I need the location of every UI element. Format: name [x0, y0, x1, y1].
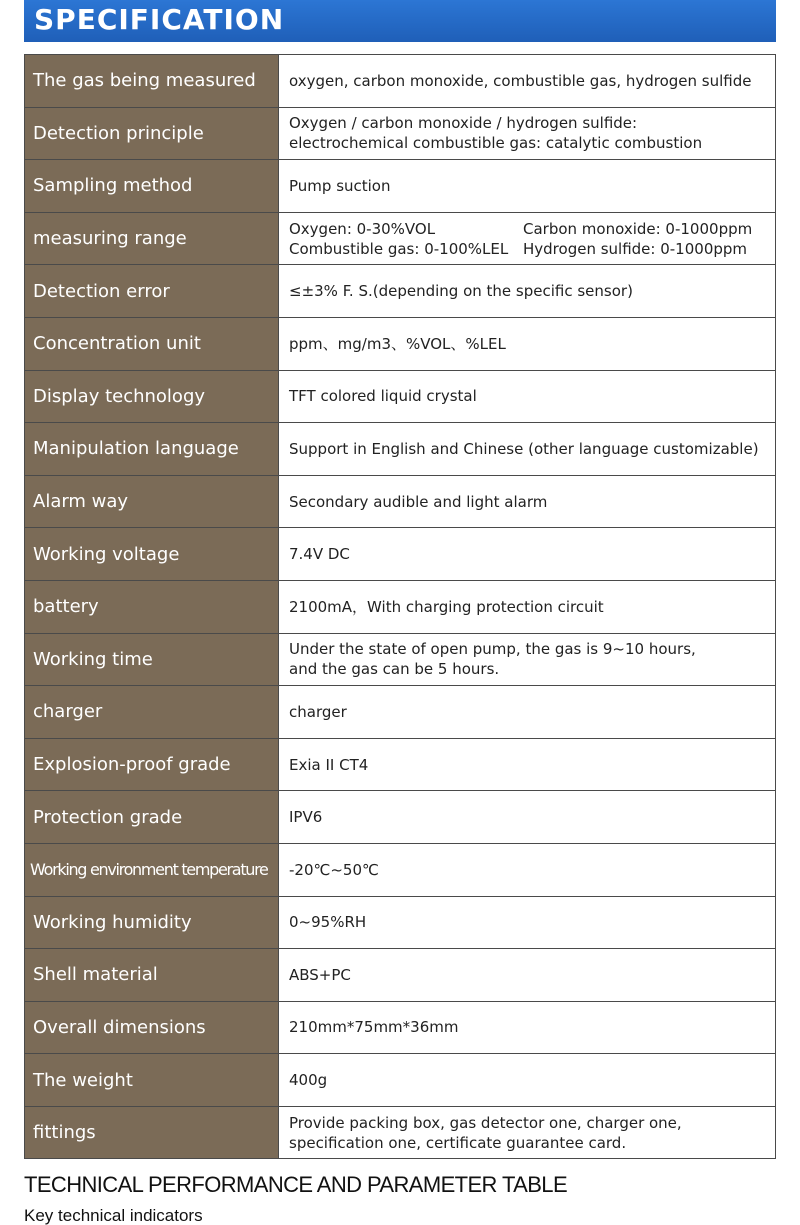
spec-label: Working humidity [25, 896, 279, 949]
spec-label: Explosion-proof grade [25, 738, 279, 791]
spec-label: Manipulation language [25, 423, 279, 476]
spec-value-line: and the gas can be 5 hours. [289, 660, 500, 679]
spec-value [279, 633, 776, 686]
spec-value-line: Exia II CT4 [289, 755, 369, 774]
spec-value [279, 791, 776, 844]
spec-value [279, 686, 776, 739]
spec-value [279, 423, 776, 476]
spec-value-line: ppm、mg/m3、%VOL、%LEL [289, 334, 506, 353]
spec-row [25, 423, 776, 476]
spec-value [279, 738, 776, 791]
spec-value-line: Oxygen / carbon monoxide / hydrogen sulfide: [289, 114, 638, 133]
spec-value [279, 160, 776, 213]
spec-value-line: charger [289, 702, 347, 721]
spec-row [25, 738, 776, 791]
spec-value-line: Under the state of open pump, the gas is 9~10 hours, [289, 640, 696, 659]
spec-row [25, 843, 776, 896]
spec-value-line: oxygen, carbon monoxide, combustible gas, hydrogen sulfide [289, 71, 752, 90]
spec-value-line: -20℃~50℃ [289, 860, 379, 879]
spec-row [25, 1001, 776, 1054]
spec-value [279, 370, 776, 423]
spec-label: Display technology [25, 370, 279, 423]
spec-value [279, 528, 776, 581]
spec-label: measuring range [25, 212, 279, 265]
spec-value [279, 317, 776, 370]
spec-label: Working environment temperature [25, 843, 279, 896]
spec-value-line: Provide packing box, gas detector one, charger one, [289, 1113, 682, 1132]
spec-banner [24, 0, 776, 42]
spec-row [25, 896, 776, 949]
spec-value-line: electrochemical combustible gas: catalytic combustion [289, 134, 703, 153]
spec-value-line: specification one, certificate guarantee card. [289, 1133, 627, 1152]
spec-label: Shell material [25, 949, 279, 1002]
spec-row [25, 686, 776, 739]
spec-value-line: 210mm*75mm*36mm [289, 1018, 459, 1037]
spec-label: fittings [25, 1106, 279, 1159]
range-item: Combustible gas: 0-100%LEL [289, 239, 509, 258]
spec-value-line: Pump suction [289, 176, 391, 195]
spec-value [279, 896, 776, 949]
spec-row [25, 633, 776, 686]
spec-value [279, 1001, 776, 1054]
spec-value [279, 1106, 776, 1159]
spec-label: Overall dimensions [25, 1001, 279, 1054]
spec-value-line: 0~95%RH [289, 913, 367, 932]
spec-value [279, 55, 776, 108]
spec-value-line: Support in English and Chinese (other language customizable) [289, 439, 759, 458]
table-caption: TECHNICAL PERFORMANCE AND PARAMETER TABLE [24, 1172, 568, 1197]
spec-row [25, 949, 776, 1002]
spec-value [279, 580, 776, 633]
spec-row [25, 370, 776, 423]
banner-title: SPECIFICATION [34, 3, 285, 36]
spec-row [25, 317, 776, 370]
spec-value-line: ≤±3% F. S.(depending on the specific sensor) [289, 282, 633, 301]
spec-row [25, 160, 776, 213]
spec-row [25, 580, 776, 633]
spec-value-line: 2100mA，With charging protection circuit [289, 597, 604, 616]
spec-row [25, 55, 776, 108]
spec-table [24, 54, 776, 1159]
spec-value [279, 1054, 776, 1107]
spec-value-line: Secondary audible and light alarm [289, 492, 548, 511]
spec-label: Working voltage [25, 528, 279, 581]
range-item: Hydrogen sulfide: 0-1000ppm [523, 239, 748, 258]
spec-label: charger [25, 686, 279, 739]
spec-row [25, 1054, 776, 1107]
range-item: Oxygen: 0-30%VOL [289, 219, 436, 238]
spec-label: Alarm way [25, 475, 279, 528]
range-item: Carbon monoxide: 0-1000ppm [523, 219, 753, 238]
spec-value [279, 107, 776, 160]
spec-label: Protection grade [25, 791, 279, 844]
spec-row [25, 475, 776, 528]
spec-value-line: 400g [289, 1071, 328, 1090]
spec-value [279, 265, 776, 318]
spec-label: Concentration unit [25, 317, 279, 370]
spec-value-line: IPV6 [289, 808, 323, 827]
spec-label: Detection error [25, 265, 279, 318]
spec-label: Sampling method [25, 160, 279, 213]
spec-row [25, 107, 776, 160]
spec-label: battery [25, 580, 279, 633]
spec-value [279, 949, 776, 1002]
spec-row [25, 791, 776, 844]
spec-value-line: 7.4V DC [289, 545, 350, 564]
key-indicators-heading: Key technical indicators [24, 1206, 203, 1225]
spec-value [279, 475, 776, 528]
spec-label: Working time [25, 633, 279, 686]
spec-row [25, 212, 776, 265]
spec-value-line: ABS+PC [289, 965, 351, 984]
spec-value-line: TFT colored liquid crystal [289, 387, 477, 406]
spec-label: Detection principle [25, 107, 279, 160]
spec-row [25, 265, 776, 318]
spec-row [25, 528, 776, 581]
range-grid [289, 219, 765, 259]
spec-label: The gas being measured [25, 55, 279, 108]
spec-value [279, 843, 776, 896]
spec-row [25, 1106, 776, 1159]
spec-value [279, 212, 776, 265]
spec-label: The weight [25, 1054, 279, 1107]
